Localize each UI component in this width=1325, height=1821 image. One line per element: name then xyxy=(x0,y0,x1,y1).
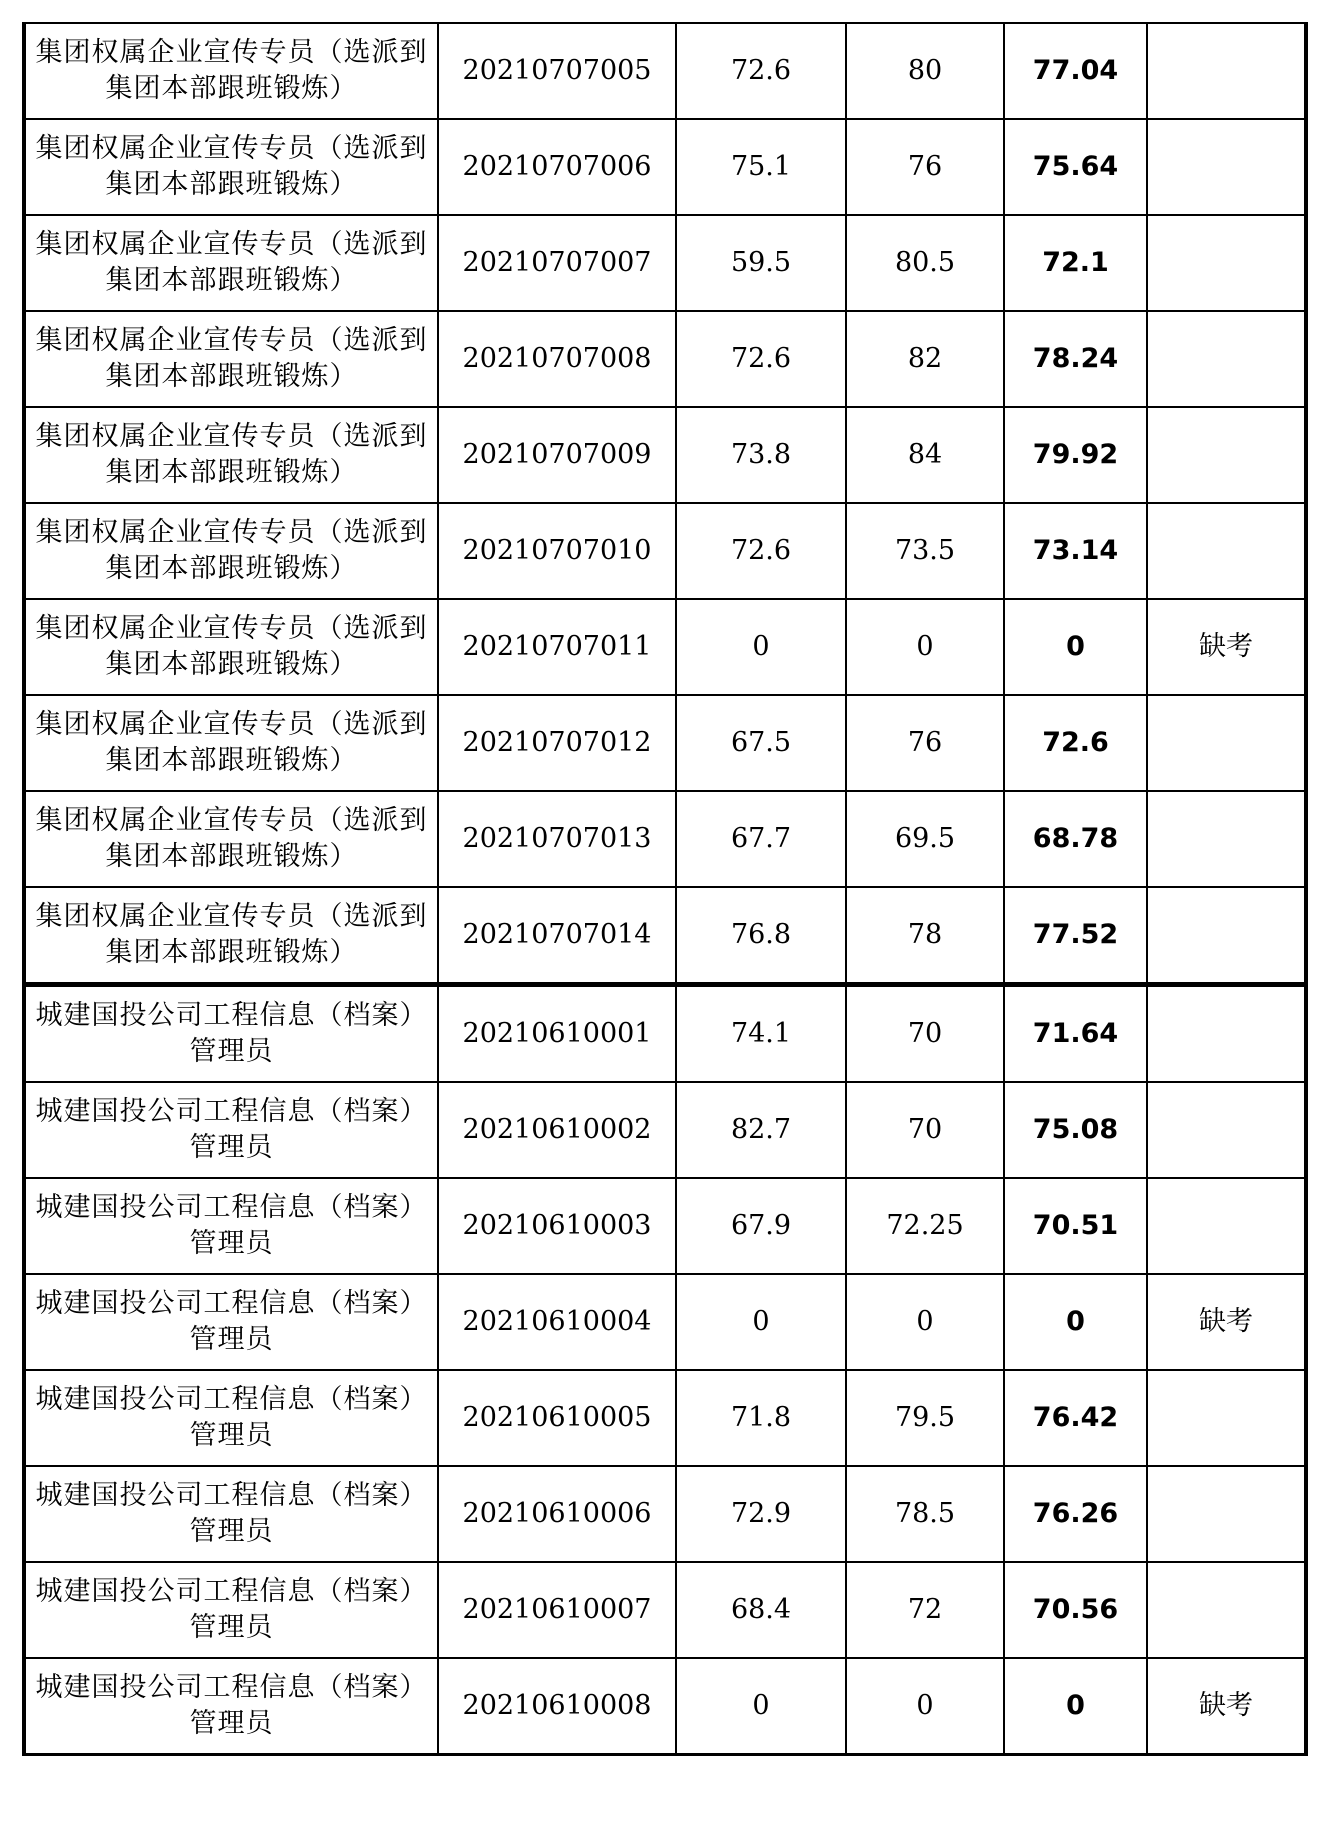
remark-cell xyxy=(1147,215,1306,311)
written-score-cell: 74.1 xyxy=(676,985,846,1083)
table-row xyxy=(24,1658,1306,1755)
position-cell: 集团权属企业宣传专员（选派到集团本部跟班锻炼） xyxy=(24,119,438,215)
remark-cell: 缺考 xyxy=(1147,1274,1306,1370)
position-cell: 城建国投公司工程信息（档案）管理员 xyxy=(24,1274,438,1370)
interview-score-cell: 0 xyxy=(846,1658,1004,1755)
table-row xyxy=(24,985,1306,1083)
exam-id-cell: 20210610006 xyxy=(438,1466,676,1562)
remark-cell: 缺考 xyxy=(1147,1658,1306,1755)
interview-score-cell: 78.5 xyxy=(846,1466,1004,1562)
total-score-cell: 77.04 xyxy=(1004,23,1147,119)
table-row xyxy=(24,503,1306,599)
exam-id-cell: 20210707008 xyxy=(438,311,676,407)
total-score-cell: 71.64 xyxy=(1004,985,1147,1083)
remark-cell xyxy=(1147,887,1306,985)
interview-score-cell: 73.5 xyxy=(846,503,1004,599)
interview-score-cell: 70 xyxy=(846,985,1004,1083)
table-row xyxy=(24,695,1306,791)
position-cell: 集团权属企业宣传专员（选派到集团本部跟班锻炼） xyxy=(24,23,438,119)
remark-cell xyxy=(1147,1082,1306,1178)
exam-id-cell: 20210707005 xyxy=(438,23,676,119)
remark-cell xyxy=(1147,791,1306,887)
written-score-cell: 82.7 xyxy=(676,1082,846,1178)
total-score-cell: 76.42 xyxy=(1004,1370,1147,1466)
table-row xyxy=(24,1274,1306,1370)
position-cell: 集团权属企业宣传专员（选派到集团本部跟班锻炼） xyxy=(24,407,438,503)
position-cell: 集团权属企业宣传专员（选派到集团本部跟班锻炼） xyxy=(24,791,438,887)
exam-id-cell: 20210610007 xyxy=(438,1562,676,1658)
table-row xyxy=(24,1562,1306,1658)
position-cell: 集团权属企业宣传专员（选派到集团本部跟班锻炼） xyxy=(24,215,438,311)
remark-cell xyxy=(1147,23,1306,119)
written-score-cell: 72.6 xyxy=(676,23,846,119)
total-score-cell: 75.08 xyxy=(1004,1082,1147,1178)
total-score-cell: 70.56 xyxy=(1004,1562,1147,1658)
table-row xyxy=(24,23,1306,119)
score-table-sheet xyxy=(22,22,1304,1756)
exam-id-cell: 20210707012 xyxy=(438,695,676,791)
interview-score-cell: 80.5 xyxy=(846,215,1004,311)
interview-score-cell: 72.25 xyxy=(846,1178,1004,1274)
interview-score-cell: 80 xyxy=(846,23,1004,119)
total-score-cell: 0 xyxy=(1004,1658,1147,1755)
written-score-cell: 68.4 xyxy=(676,1562,846,1658)
position-cell: 城建国投公司工程信息（档案）管理员 xyxy=(24,1466,438,1562)
remark-cell xyxy=(1147,1466,1306,1562)
remark-cell xyxy=(1147,503,1306,599)
table-row xyxy=(24,311,1306,407)
remark-cell xyxy=(1147,1370,1306,1466)
exam-id-cell: 20210707006 xyxy=(438,119,676,215)
total-score-cell: 70.51 xyxy=(1004,1178,1147,1274)
total-score-cell: 0 xyxy=(1004,599,1147,695)
written-score-cell: 0 xyxy=(676,1658,846,1755)
table-row xyxy=(24,119,1306,215)
remark-cell xyxy=(1147,695,1306,791)
position-cell: 城建国投公司工程信息（档案）管理员 xyxy=(24,1082,438,1178)
table-row xyxy=(24,791,1306,887)
position-cell: 城建国投公司工程信息（档案）管理员 xyxy=(24,985,438,1083)
table-row xyxy=(24,1178,1306,1274)
interview-score-cell: 72 xyxy=(846,1562,1004,1658)
interview-score-cell: 0 xyxy=(846,1274,1004,1370)
remark-cell xyxy=(1147,1178,1306,1274)
remark-cell xyxy=(1147,1562,1306,1658)
table-row xyxy=(24,215,1306,311)
position-cell: 集团权属企业宣传专员（选派到集团本部跟班锻炼） xyxy=(24,503,438,599)
interview-score-cell: 76 xyxy=(846,119,1004,215)
table-row xyxy=(24,1370,1306,1466)
interview-score-cell: 84 xyxy=(846,407,1004,503)
remark-cell xyxy=(1147,119,1306,215)
table-row xyxy=(24,407,1306,503)
exam-id-cell: 20210707010 xyxy=(438,503,676,599)
exam-id-cell: 20210610005 xyxy=(438,1370,676,1466)
remark-cell: 缺考 xyxy=(1147,599,1306,695)
exam-id-cell: 20210707011 xyxy=(438,599,676,695)
position-cell: 城建国投公司工程信息（档案）管理员 xyxy=(24,1658,438,1755)
written-score-cell: 59.5 xyxy=(676,215,846,311)
exam-id-cell: 20210707014 xyxy=(438,887,676,985)
table-row xyxy=(24,1466,1306,1562)
total-score-cell: 77.52 xyxy=(1004,887,1147,985)
written-score-cell: 72.6 xyxy=(676,311,846,407)
position-cell: 集团权属企业宣传专员（选派到集团本部跟班锻炼） xyxy=(24,311,438,407)
interview-score-cell: 78 xyxy=(846,887,1004,985)
table-row xyxy=(24,887,1306,985)
written-score-cell: 0 xyxy=(676,1274,846,1370)
exam-id-cell: 20210707013 xyxy=(438,791,676,887)
exam-id-cell: 20210707007 xyxy=(438,215,676,311)
interview-score-cell: 70 xyxy=(846,1082,1004,1178)
remark-cell xyxy=(1147,985,1306,1083)
exam-id-cell: 20210610008 xyxy=(438,1658,676,1755)
written-score-cell: 67.9 xyxy=(676,1178,846,1274)
exam-id-cell: 20210610003 xyxy=(438,1178,676,1274)
remark-cell xyxy=(1147,407,1306,503)
position-cell: 城建国投公司工程信息（档案）管理员 xyxy=(24,1370,438,1466)
interview-score-cell: 79.5 xyxy=(846,1370,1004,1466)
score-table xyxy=(22,22,1308,1756)
total-score-cell: 0 xyxy=(1004,1274,1147,1370)
interview-score-cell: 0 xyxy=(846,599,1004,695)
written-score-cell: 72.9 xyxy=(676,1466,846,1562)
written-score-cell: 75.1 xyxy=(676,119,846,215)
position-cell: 集团权属企业宣传专员（选派到集团本部跟班锻炼） xyxy=(24,599,438,695)
total-score-cell: 79.92 xyxy=(1004,407,1147,503)
written-score-cell: 71.8 xyxy=(676,1370,846,1466)
exam-id-cell: 20210610004 xyxy=(438,1274,676,1370)
written-score-cell: 0 xyxy=(676,599,846,695)
total-score-cell: 68.78 xyxy=(1004,791,1147,887)
interview-score-cell: 69.5 xyxy=(846,791,1004,887)
total-score-cell: 73.14 xyxy=(1004,503,1147,599)
exam-id-cell: 20210610001 xyxy=(438,985,676,1083)
table-row xyxy=(24,599,1306,695)
interview-score-cell: 76 xyxy=(846,695,1004,791)
written-score-cell: 76.8 xyxy=(676,887,846,985)
total-score-cell: 72.1 xyxy=(1004,215,1147,311)
total-score-cell: 78.24 xyxy=(1004,311,1147,407)
interview-score-cell: 82 xyxy=(846,311,1004,407)
total-score-cell: 72.6 xyxy=(1004,695,1147,791)
position-cell: 集团权属企业宣传专员（选派到集团本部跟班锻炼） xyxy=(24,887,438,985)
exam-id-cell: 20210707009 xyxy=(438,407,676,503)
position-cell: 城建国投公司工程信息（档案）管理员 xyxy=(24,1178,438,1274)
position-cell: 集团权属企业宣传专员（选派到集团本部跟班锻炼） xyxy=(24,695,438,791)
written-score-cell: 67.5 xyxy=(676,695,846,791)
total-score-cell: 76.26 xyxy=(1004,1466,1147,1562)
exam-id-cell: 20210610002 xyxy=(438,1082,676,1178)
written-score-cell: 67.7 xyxy=(676,791,846,887)
written-score-cell: 72.6 xyxy=(676,503,846,599)
total-score-cell: 75.64 xyxy=(1004,119,1147,215)
table-row xyxy=(24,1082,1306,1178)
remark-cell xyxy=(1147,311,1306,407)
position-cell: 城建国投公司工程信息（档案）管理员 xyxy=(24,1562,438,1658)
written-score-cell: 73.8 xyxy=(676,407,846,503)
score-table-body xyxy=(24,23,1306,1755)
